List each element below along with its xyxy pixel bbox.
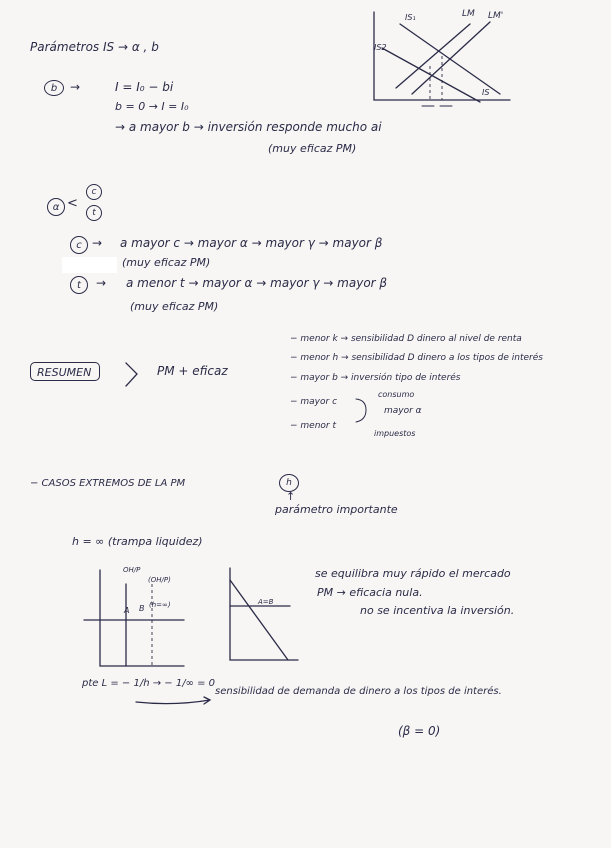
formula-text: pte L = − 1/h → − 1/∞ = 0 (82, 678, 215, 689)
c-circle-label: c (70, 236, 88, 254)
resumen-item-h: − menor h → sensibilidad D dinero a los tipos de interés (290, 353, 543, 363)
b-equation-2: b = 0 → I = I₀ (115, 100, 189, 113)
lm-curve (396, 24, 470, 88)
b-conclusion: → a mayor b → inversión responde mucho ai (115, 120, 382, 134)
equilibrium-graph-axes (230, 568, 298, 660)
resumen-impuestos: impuestos (374, 429, 416, 438)
top-graph-label-is1: IS₁ (405, 13, 416, 22)
liquidity-trap-graph (80, 562, 190, 672)
graph-text-line2: PM → eficacia nula. (317, 586, 423, 599)
alpha-c-circle: c (86, 184, 102, 200)
resumen-box-tip (126, 362, 140, 388)
formula-arrow (134, 696, 214, 710)
graph-left-y-label: OH/P (123, 566, 141, 574)
equilibrium-graph (220, 566, 300, 666)
graph-left-point-a: A (124, 606, 130, 615)
resumen-box: RESUMEN (30, 362, 100, 381)
b-note: (muy eficaz PM) (268, 142, 357, 155)
resumen-item-k: − menor k → sensibilidad D dinero al nivel de renta (290, 334, 522, 344)
is2-curve (382, 48, 480, 102)
alpha-circle: α (47, 198, 65, 216)
graph-right-label: A=B (258, 598, 274, 606)
formula-beta: (β = 0) (398, 724, 441, 738)
graph-left-curve-label: (OH/P) (148, 576, 171, 584)
formula-sensitivity: sensibilidad de demanda de dinero a los tipos de interés. (215, 686, 502, 697)
resumen-item-t: − menor t (290, 421, 337, 431)
graph-text-line3: no se incentiva la inversión. (360, 604, 515, 617)
white-blot (62, 257, 117, 273)
t-arrow: → (96, 276, 107, 290)
t-conclusion: a menor t → mayor α → mayor γ → mayor β (126, 276, 388, 290)
alpha-less-than: < (67, 196, 78, 211)
top-graph-label-is2: IS2 (374, 43, 387, 52)
t-circle-label: t (70, 276, 88, 294)
casos-param: parámetro importante (275, 503, 398, 516)
header-title: Parámetros IS → α , b (30, 40, 159, 54)
b-equation-1: I = I₀ − bi (115, 80, 174, 94)
resumen-brace (354, 398, 376, 424)
alpha-t-circle: t (86, 205, 102, 221)
graph-left-point-b: B (139, 604, 145, 613)
graph-left-h-label: (h=∞) (149, 601, 171, 609)
casos-h-circle: h (279, 474, 299, 492)
graph-text-line1: se equilibra muy rápido el mercado (315, 567, 511, 580)
c-arrow: → (92, 236, 103, 250)
resumen-item-b: − mayor b → inversión tipo de interés (290, 373, 461, 383)
casos-trampa: h = ∞ (trampa liquidez) (72, 535, 203, 548)
resumen-item-c: − mayor c (290, 397, 338, 407)
equilibrium-demand-line (230, 580, 288, 660)
b-arrow: → (70, 80, 81, 94)
c-conclusion: a mayor c → mayor α → mayor γ → mayor β (120, 236, 383, 250)
c-note: (muy eficaz PM) (122, 256, 211, 269)
top-graph-label-lm: LM (462, 9, 475, 19)
t-note: (muy eficaz PM) (130, 300, 219, 313)
top-graph-label-lm2: LM' (488, 11, 504, 21)
casos-title: − CASOS EXTREMOS DE LA PM (30, 478, 186, 489)
resumen-mayor-alpha: mayor α (384, 406, 422, 416)
resumen-center: PM + eficaz (157, 364, 228, 378)
top-is-lm-graph (360, 10, 530, 115)
resumen-consumo: consumo (378, 390, 415, 399)
casos-arrow: ↑ (286, 490, 296, 503)
lm-prime-curve (412, 22, 490, 94)
b-circle-label: b (44, 80, 64, 96)
liquidity-graph-axes (100, 570, 184, 666)
top-graph-label-is: IS (482, 88, 490, 97)
